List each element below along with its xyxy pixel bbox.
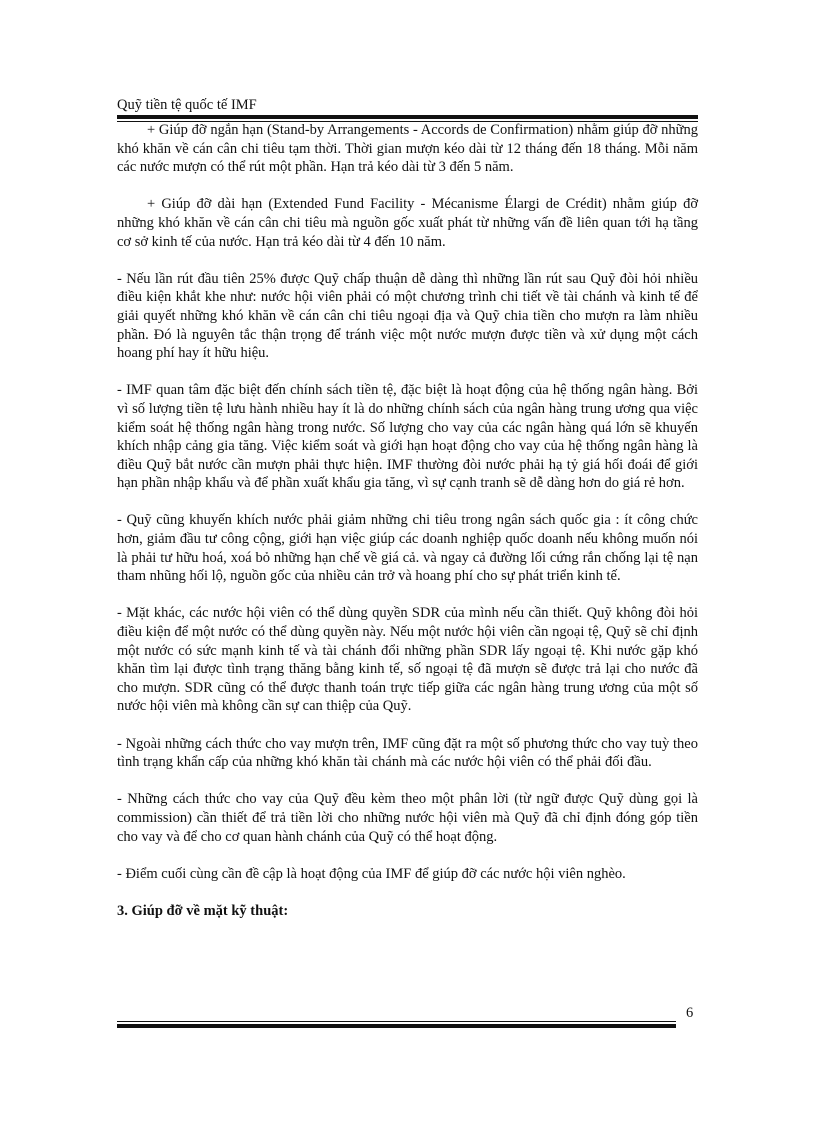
- paragraph-budget-reduction: - Quỹ cũng khuyến khích nước phải giảm những chi tiêu trong ngân sách quốc gia : ít công chức hơn, giảm đầu tư công cộng, giới hạn việc giúp các doanh nghiệp quốc doanh nếu không muốn nói là phải tư hữu hoá, xoá bỏ những hạn chế về giá cả. và ngay cả đường lối cứng rắn chống lại tệ nạn tham nhũng hối lộ, nguồn gốc của nhiều cản trở và hoang phí cho sự phát triển kinh tế.: [117, 512, 698, 585]
- page-number: 6: [686, 1005, 694, 1021]
- paragraph-commission: - Những cách thức cho vay của Quỹ đều kèm theo một phân lời (từ ngữ được Quỹ dùng gọi là commission) cần thiết để trả tiền lời cho những nước hội viên mà Quỹ đã chỉ định đóng góp tiền cho vay và để cho cơ quan hành chánh của Quỹ có thể hoạt động.: [117, 791, 698, 845]
- paragraph-sdr: - Mặt khác, các nước hội viên có thể dùng quyền SDR của mình nếu cần thiết. Quỹ không đòi hỏi điều kiện để một nước có thể dùng quyền này. Nếu một nước hội viên cần ngoại tệ, Quỹ sẽ chỉ định một nước có sức mạnh kinh tế và tài chánh đổi những phần SDR lấy ngoại tệ. Khi nước gặp khó khăn tìm lại được tình trạng thăng bằng kinh tế, số ngoại tệ đã mượn sẽ được trả lại cho nước đã cho mượn. SDR cũng có thể được thanh toán trực tiếp giữa các ngân hàng trung ương của một số nước hội viên mà không cần sự can thiệp của Quỹ.: [117, 605, 698, 715]
- footer-divider: [117, 1021, 676, 1028]
- paragraph-emergency-lending: - Ngoài những cách thức cho vay mượn trên, IMF cũng đặt ra một số phương thức cho vay tuỳ theo tình trạng khẩn cấp của những khó khăn tài chánh mà các nước hội viên có thể phải đối đầu.: [117, 735, 698, 771]
- paragraph-monetary-policy: - IMF quan tâm đặc biệt đến chính sách tiền tệ, đặc biệt là hoạt động của hệ thống ngân hàng. Bởi vì số lượng tiền tệ lưu hành nhiều hay ít là do những chính sách của ngân hàng trung ương qua việc kiểm soát hệ thống ngân hàng trong nước. Số lượng cho vay của các ngân hàng quá lớn sẽ khuyến khích nhập cảng gia tăng. Việc kiểm soát và giới hạn hoạt động cho vay của hệ thống ngân hàng là điều Quỹ bắt nước cần mượn phải thực hiện. IMF thường đòi nước phải hạ tỷ giá hối đoái để giới hạn phần nhập khẩu và để phần xuất khẩu gia tăng, vì sự cạnh tranh sẽ dễ dàng hơn do giá rẻ hơn.: [117, 382, 698, 492]
- paragraph-poor-members: - Điểm cuối cùng cần đề cập là hoạt động của IMF để giúp đỡ các nước hội viên nghèo.: [117, 865, 626, 882]
- document-body: [117, 121, 698, 939]
- running-header-title: Quỹ tiền tệ quốc tế IMF: [117, 97, 257, 113]
- paragraph-first-withdrawal: - Nếu lần rút đầu tiên 25% được Quỹ chấp thuận dễ dàng thì những lần rút sau Quỹ đòi hỏi nhiều điều kiện khắt khe như: nước hội viên phải có một chương trình chi tiết về tài chánh và kinh tế để giải quyết những khó khăn về cán cân chi tiêu ngoại địa và Quỹ chia tiền cho mượn ra làm nhiều phần. Đó là nguyên tắc thận trọng để tránh việc một nước mượn được tiền và xử dụng một cách hoang phí hay ít hữu hiệu.: [117, 270, 698, 362]
- paragraph-extended-fund-facility: + Giúp đỡ dài hạn (Extended Fund Facility - Mécanisme Élargi de Crédit) nhằm giúp đỡ những khó khăn về cán cân chi tiêu mà nguồn gốc xuất phát từ những vấn đề liên quan tới hạ tầng cơ sở kinh tế của nước. Hạn trả kéo dài từ 4 đến 10 năm.: [117, 196, 698, 250]
- section-heading: 3. Giúp đỡ về mặt kỹ thuật:: [117, 902, 289, 919]
- paragraph-standby-arrangements: + Giúp đỡ ngắn hạn (Stand-by Arrangements - Accords de Confirmation) nhằm giúp đỡ những khó khăn về cán cân chi tiêu tạm thời. Thời gian mượn kéo dài từ 12 tháng đến 18 tháng. Mỗi năm các nước mượn có thể rút một phần. Hạn trả kéo dài từ 3 đến 5 năm.: [117, 122, 698, 176]
